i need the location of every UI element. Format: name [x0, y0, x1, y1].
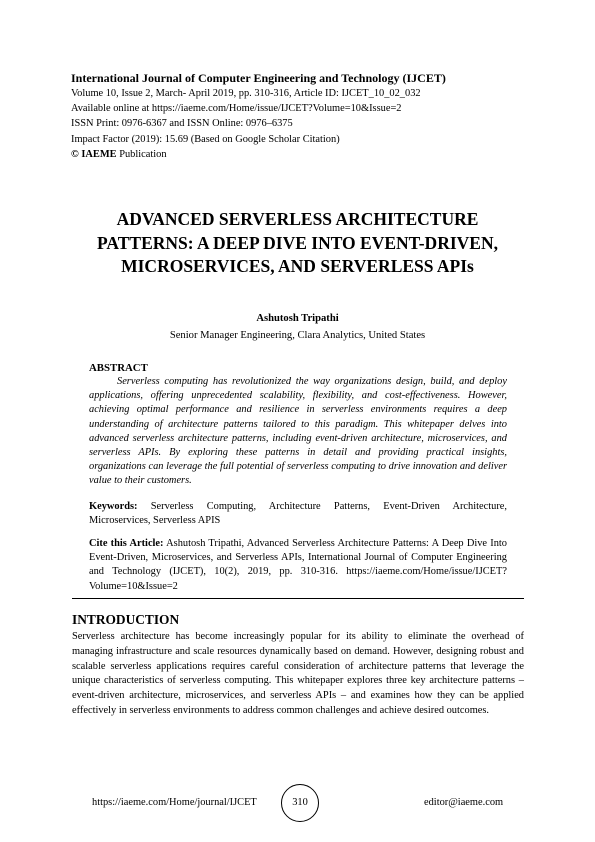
available-online-line: Available online at https://iaeme.com/Home/issue/IJCET?Volume=10&Issue=2: [71, 103, 402, 115]
page-number: 310: [281, 784, 319, 822]
cite-url[interactable]: https://iaeme.com/Home/issue/IJCET?Volume=10&Issue=2: [89, 566, 507, 592]
section-divider: [72, 598, 524, 599]
keywords: [89, 500, 507, 528]
volume-line: Volume 10, Issue 2, March- April 2019, pp. 310-316, Article ID: IJCET_10_02_032: [71, 88, 421, 99]
publisher-suffix: Publication: [119, 148, 167, 160]
footer-journal-url[interactable]: https://iaeme.com/Home/journal/IJCET: [92, 797, 257, 808]
copyright-symbol: ©: [71, 148, 79, 160]
introduction-heading: INTRODUCTION: [72, 612, 180, 627]
author-name: Ashutosh Tripathi: [256, 313, 339, 324]
citation: [89, 537, 507, 594]
cite-text: Ashutosh Tripathi, Advanced Serverless Architecture Patterns: A Deep Dive Into Event-Driven, Microservices, and Serverless APIs, International Journal of Computer Engineering and Technology (IJCET), 10(2), 2019, pp. 310-316.: [89, 538, 507, 578]
footer-email[interactable]: editor@iaeme.com: [424, 797, 504, 808]
copyright-line: [71, 147, 531, 162]
abstract-text: Serverless computing has revolutionized the way organizations design, build, and deploy applications, offering unprecedented scalability, flexibility, and cost-effectiveness. However, achieving optimal performance and resilience in serverless environments requires a deep understanding of architecture patterns tailored to this paradigm. This whitepaper delves into advanced serverless architecture patterns, including event-driven architecture, microservices, and serverless APIs. By exploring these patterns in detail and providing practical insights, organizations can leverage the full potential of serverless computing to drive innovation and deliver value to their customers.: [89, 376, 507, 487]
impact-factor-line: Impact Factor (2019): 15.69 (Based on Google Scholar Citation): [71, 133, 340, 145]
issn-line: ISSN Print: 0976-6367 and ISSN Online: 0976–6375: [71, 118, 293, 130]
journal-header: [71, 70, 531, 162]
author-affiliation: Senior Manager Engineering, Clara Analytics, United States: [169, 330, 426, 341]
journal-title: International Journal of Computer Engineering and Technology (IJCET): [71, 71, 446, 85]
publisher-brand: IAEME: [81, 148, 117, 160]
cite-label: Cite this Article:: [89, 538, 164, 550]
keywords-text: Serverless Computing, Architecture Patterns, Event-Driven Architecture, Microservices, Serverless APIS: [89, 500, 507, 526]
abstract-section: [89, 361, 507, 594]
abstract-heading: ABSTRACT: [89, 362, 148, 374]
keywords-label: Keywords:: [89, 500, 138, 512]
introduction-text: Serverless architecture has become increasingly popular for its ability to eliminate the overhead of managing infrastructure and scale resources dynamically based on demand. However, designing robust and scalable serverless applications requires careful consideration of architecture patterns that leverage the unique characteristics of serverless computing. This whitepaper explores three key architecture patterns – event-driven architecture, microservices, and serverless APIs – and examines how they can be applied effectively in serverless environments to address common challenges and achieve desired outcomes.: [72, 631, 524, 716]
paper-title: ADVANCED SERVERLESS ARCHITECTURE PATTERNS: A DEEP DIVE INTO EVENT-DRIVEN, MICROSERVICES, AND SERVERLESS APIs: [97, 209, 498, 276]
